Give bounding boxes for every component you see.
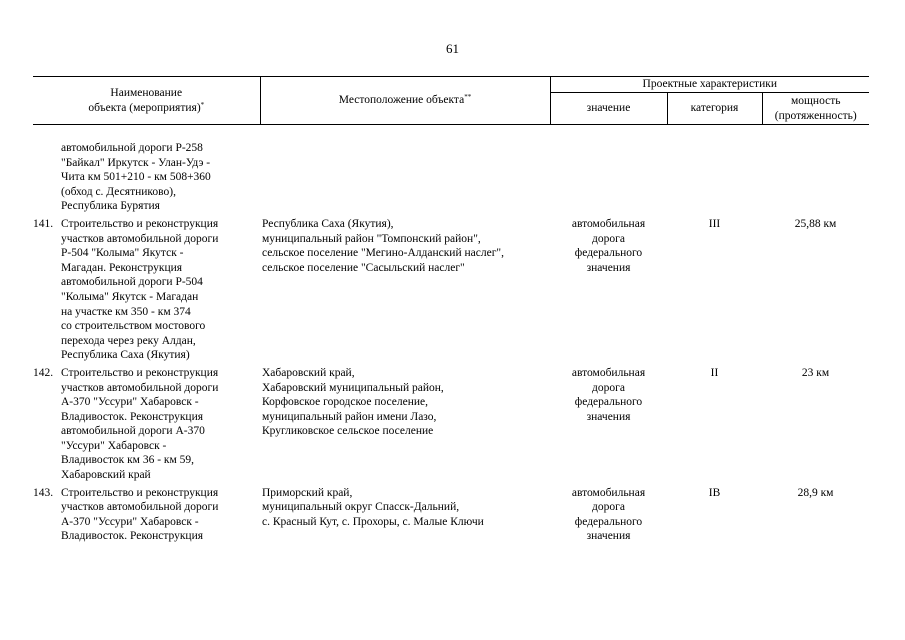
object-name — [61, 366, 260, 486]
header-name-line2: объекта (мероприятия) — [88, 101, 201, 114]
object-location-line: муниципальный округ Спасск-Дальний, — [262, 501, 460, 514]
object-location-line: Хабаровский муниципальный район, — [262, 381, 444, 394]
object-value-line: федерального — [574, 515, 643, 528]
header-project-characteristics: Проектные характеристики — [550, 77, 869, 93]
object-category: II — [710, 366, 719, 379]
object-name-line: Р-504 "Колыма" Якутск - — [61, 247, 184, 260]
object-location — [260, 141, 550, 217]
object-location-line: сельское поселение "Сасыльский наслег" — [262, 261, 465, 274]
object-capacity: 25,88 км — [794, 217, 837, 230]
object-name-line: Строительство и реконструкция — [61, 217, 219, 230]
row-number: 141. — [33, 217, 54, 230]
object-name-line: участков автомобильной дороги — [61, 381, 219, 394]
object-value-line: автомобильная — [571, 217, 646, 230]
object-name-line: на участке км 350 - км 374 — [61, 305, 191, 318]
object-value-line: дорога — [592, 501, 625, 514]
object-name-line: участков автомобильной дороги — [61, 501, 219, 514]
object-location-line: муниципальный район имени Лазо, — [262, 410, 437, 423]
table-header — [33, 77, 869, 125]
object-name-line: Владивосток. Реконструкция — [61, 530, 204, 543]
object-capacity: 28,9 км — [797, 486, 834, 499]
object-name-line: Владивосток км 36 - км 59, — [61, 454, 195, 467]
object-location-line: Корфовское городское поселение, — [262, 396, 428, 409]
object-value-line: федерального — [574, 396, 643, 409]
object-name — [61, 486, 260, 547]
object-value-line: дорога — [592, 232, 625, 245]
table-row — [33, 217, 869, 366]
header-name-line1: Наименование — [110, 86, 183, 99]
header-location-column — [260, 77, 550, 125]
object-value-line: дорога — [592, 381, 625, 394]
object-category: IB — [708, 486, 721, 499]
object-value-line: значения — [586, 410, 631, 423]
object-value-line: автомобильная — [571, 486, 646, 499]
table-body — [33, 125, 869, 548]
object-name-line: участков автомобильной дороги — [61, 232, 219, 245]
header-name-footnote-mark: * — [200, 100, 205, 109]
object-name-line: А-370 "Уссури" Хабаровск - — [61, 396, 199, 409]
object-value-line: автомобильная — [571, 366, 646, 379]
object-location-line: Хабаровский край, — [262, 366, 355, 379]
page-number: 61 — [446, 41, 459, 56]
object-name-line: автомобильной дороги А-370 — [61, 425, 205, 438]
table-row — [33, 486, 869, 547]
object-name-line: "Колыма" Якутск - Магадан — [61, 290, 199, 303]
header-category-column: категория — [667, 93, 762, 125]
header-value-column: значение — [550, 93, 667, 125]
object-name-line: "Уссури" Хабаровск - — [61, 439, 167, 452]
object-name-line: Хабаровский край — [61, 469, 151, 482]
object-name-line: перехода через реку Алдан, — [61, 334, 196, 347]
header-capacity-line1: мощность — [791, 94, 841, 107]
object-value-line: значения — [586, 261, 631, 274]
object-value — [550, 141, 667, 217]
table-row — [33, 366, 869, 486]
object-name-line: Чита км 501+210 - км 508+360 — [61, 171, 211, 184]
object-value — [550, 217, 667, 366]
object-name-line: Строительство и реконструкция — [61, 366, 219, 379]
object-location — [260, 366, 550, 486]
object-location-line: сельское поселение "Мегино-Алданский наслег", — [262, 247, 504, 260]
object-location-line: с. Красный Кут, с. Прохоры, с. Малые Ключи — [262, 515, 484, 528]
object-capacity: 23 км — [801, 366, 830, 379]
object-name-line: Строительство и реконструкция — [61, 486, 219, 499]
object-value-line: значения — [586, 530, 631, 543]
header-name-column — [33, 77, 260, 125]
object-name-line: "Байкал" Иркутск - Улан-Удэ - — [61, 156, 211, 169]
object-location-line: Республика Саха (Якутия), — [262, 217, 394, 230]
object-value — [550, 366, 667, 486]
object-location — [260, 217, 550, 366]
object-name-line: автомобильной дороги Р-504 — [61, 276, 203, 289]
object-name-line: Владивосток. Реконструкция — [61, 410, 204, 423]
object-name — [61, 217, 260, 366]
objects-table — [33, 76, 869, 547]
object-category — [667, 141, 762, 217]
object-value — [550, 486, 667, 547]
object-location-line: муниципальный район "Томпонский район", — [262, 232, 481, 245]
object-location-line: Кругликовское сельское поселение — [262, 425, 434, 438]
object-name-line: Республика Бурятия — [61, 200, 160, 213]
object-location — [260, 486, 550, 547]
object-name-line: (обход с. Десятниково), — [61, 185, 176, 198]
row-number: 143. — [33, 486, 54, 499]
header-capacity-column — [762, 93, 869, 125]
header-location-label: Местоположение объекта — [338, 94, 465, 107]
object-name-line: со строительством мостового — [61, 320, 206, 333]
object-name-line: А-370 "Уссури" Хабаровск - — [61, 515, 199, 528]
row-number — [33, 141, 61, 217]
object-name-line: автомобильной дороги Р-258 — [61, 142, 203, 154]
object-name-line: Магадан. Реконструкция — [61, 261, 183, 274]
table-row — [33, 141, 869, 217]
object-name-line: Республика Саха (Якутия) — [61, 349, 190, 362]
object-category: III — [708, 217, 721, 230]
object-capacity — [762, 141, 869, 217]
object-value-line: федерального — [574, 247, 643, 260]
object-name — [61, 141, 260, 217]
header-capacity-line2: (протяженность) — [774, 109, 857, 122]
row-number: 142. — [33, 366, 54, 379]
header-location-footnote-mark: ** — [464, 93, 472, 102]
object-location-line: Приморский край, — [262, 486, 353, 499]
